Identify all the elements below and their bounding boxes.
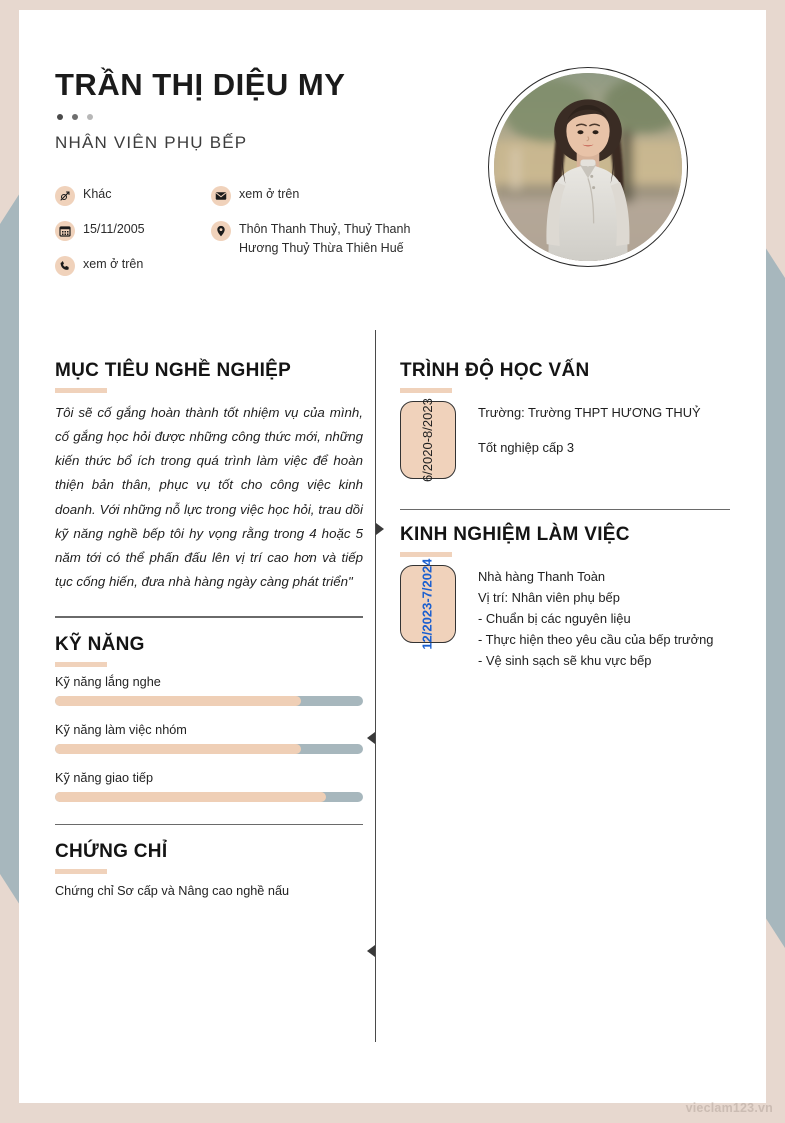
dot-2 — [72, 114, 78, 120]
decorative-dots — [57, 114, 93, 120]
contact-column-right — [211, 185, 411, 272]
section-experience — [400, 524, 730, 671]
education-title: TRÌNH ĐỘ HỌC VẤN — [400, 360, 590, 381]
contact-row-phone — [55, 255, 205, 277]
section-objective — [55, 360, 363, 594]
avatar — [488, 67, 688, 267]
divider-experience — [400, 509, 730, 510]
skill-label: Kỹ năng làm việc nhóm — [55, 722, 187, 737]
avatar-illustration — [494, 73, 682, 261]
education-underline — [400, 388, 452, 393]
contact-address-value: Thôn Thanh Thuỷ, Thuỷ Thanh Hương Thuỷ Thừa Thiên Huế — [239, 222, 411, 256]
contact-birthday-value: 15/11/2005 — [83, 222, 145, 236]
left-column — [55, 360, 363, 901]
divider-skills — [55, 616, 363, 617]
experience-duty: - Chuẩn bị các nguyên liệu — [478, 610, 631, 626]
experience-company: Nhà hàng Thanh Toàn — [478, 569, 606, 585]
education-entry — [400, 397, 730, 482]
objective-title: MỤC TIÊU NGHỀ NGHIỆP — [55, 360, 292, 381]
skill-bar-track — [55, 792, 363, 802]
avatar-photo — [494, 73, 682, 261]
section-certificates — [55, 841, 363, 901]
certificates-title: CHỨNG CHỈ — [55, 840, 168, 862]
education-result: Tốt nghiệp cấp 3 — [478, 439, 575, 455]
skill-bar-fill — [55, 696, 301, 706]
experience-underline — [400, 552, 452, 557]
right-column — [400, 360, 730, 672]
skill-item — [55, 771, 363, 802]
certificates-underline — [55, 869, 107, 874]
skill-item — [55, 675, 363, 706]
contact-row-email — [211, 185, 411, 207]
contact-gender-value: Khác — [83, 187, 112, 201]
contact-email-value: xem ở trên — [239, 187, 300, 201]
experience-duty: - Vệ sinh sạch sẽ khu vực bếp — [478, 652, 652, 668]
cv-header — [33, 30, 752, 320]
divider-certificates — [55, 824, 363, 825]
contact-row-birthday — [55, 220, 205, 242]
skills-title: KỸ NĂNG — [55, 633, 145, 655]
calendar-icon — [55, 221, 75, 241]
experience-title: KINH NGHIỆM LÀM VIỆC — [400, 524, 630, 546]
contact-row-gender — [55, 185, 205, 207]
skills-underline — [55, 662, 107, 667]
divider-arrow-certificates — [367, 945, 375, 957]
email-icon — [211, 186, 231, 206]
education-school: Trường: Trường THPT HƯƠNG THUỶ — [478, 404, 701, 420]
cv-card — [33, 30, 752, 1093]
gender-icon — [55, 186, 75, 206]
skill-item — [55, 723, 363, 754]
skill-bar-fill — [55, 792, 326, 802]
objective-underline — [55, 388, 107, 393]
experience-position: Vị trí: Nhân viên phụ bếp — [478, 589, 620, 605]
location-icon — [211, 221, 231, 241]
section-skills — [55, 634, 363, 802]
contact-column-left — [55, 185, 205, 290]
contact-phone-value: xem ở trên — [83, 257, 144, 271]
section-education — [400, 360, 730, 482]
experience-date-text: 12/2023-7/2024 — [419, 558, 435, 650]
watermark: vieclam123.vn — [685, 1101, 773, 1115]
skill-label: Kỹ năng lắng nghe — [55, 674, 161, 689]
skill-label: Kỹ năng giao tiếp — [55, 770, 154, 785]
candidate-job-title: NHÂN VIÊN PHỤ BẾP — [55, 133, 248, 152]
dot-3 — [87, 114, 93, 120]
skill-bar-track — [55, 696, 363, 706]
skill-bar-track — [55, 744, 363, 754]
experience-entry — [400, 558, 730, 672]
skill-bar-fill — [55, 744, 301, 754]
education-date-badge — [400, 397, 456, 482]
experience-duty: - Thực hiện theo yêu cầu của bếp trưởng — [478, 631, 714, 647]
divider-arrow-experience — [376, 523, 384, 535]
education-entry-body — [478, 401, 730, 459]
experience-entry-body — [478, 565, 730, 672]
candidate-name: TRẦN THỊ DIỆU MY — [55, 67, 346, 102]
phone-icon — [55, 256, 75, 276]
column-divider — [375, 330, 376, 1042]
certificates-text: Chứng chỉ Sơ cấp và Nâng cao nghề nấu — [55, 883, 290, 898]
education-spacer — [478, 424, 730, 438]
contact-row-address — [211, 220, 411, 259]
objective-text: Tôi sẽ cố gắng hoàn thành tốt nhiệm vụ của mình, cố gắng học hỏi được những công thức mới, những kiến thức bổ ích trong quá trình làm việc để hoàn thiện bản thân, phục vụ tốt cho công việc kinh doanh. Với những nỗ lực trong việc học hỏi, trau dồi kỹ năng nghề bếp tôi hy vọng rằng trong 4 hoặc 5 năm tới có thể phấn đấu lên vị trí cao hơn và tiếp tục cống hiến, đưa nhà hàng ngày càng phát triển" — [55, 404, 363, 590]
divider-arrow-skills — [367, 732, 375, 744]
dot-1 — [57, 114, 63, 120]
education-date-text: 6/2020-8/2023 — [419, 397, 435, 482]
experience-date-badge — [400, 558, 456, 650]
